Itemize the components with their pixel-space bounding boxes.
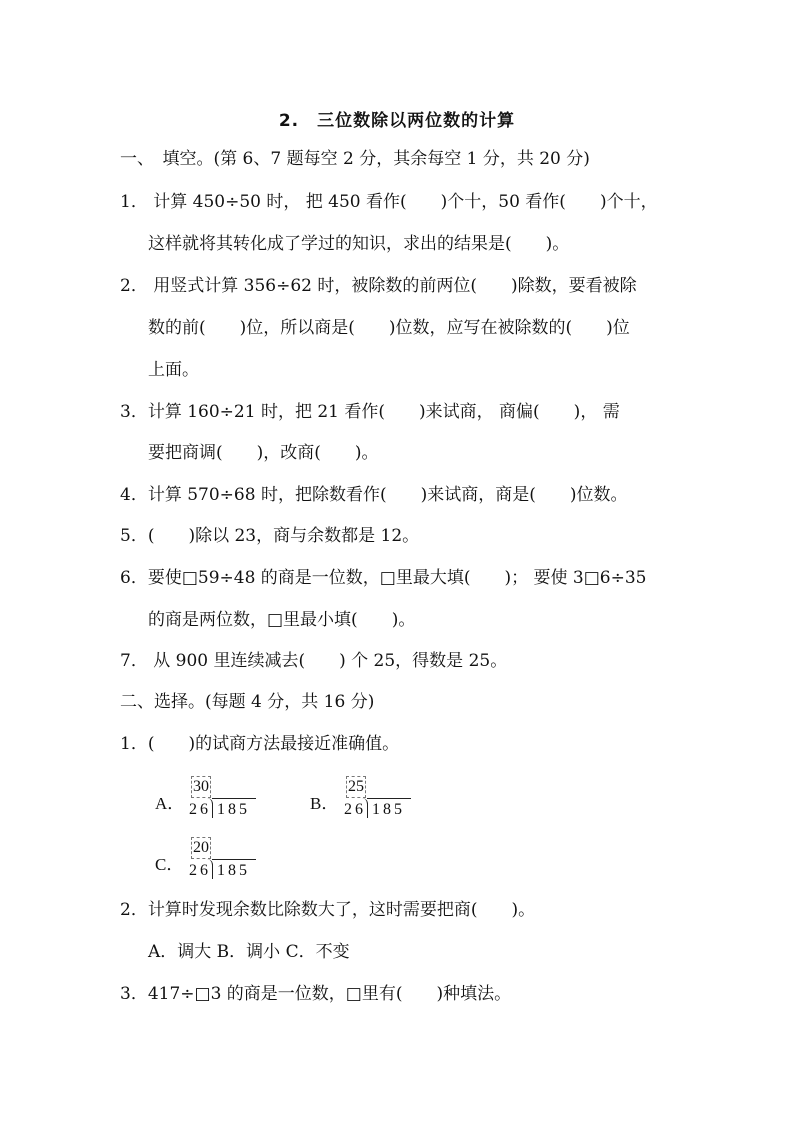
- question-6-line-2: 的商是两位数，□里最小填( )。: [148, 610, 416, 630]
- option-c-quotient: 20: [191, 837, 211, 859]
- option-b-label: B．: [310, 794, 339, 813]
- section2-heading: 二、选择。(每题 4 分，共 16 分): [120, 692, 375, 712]
- option-c-label: C．: [155, 855, 184, 874]
- option-b-division-bar: [367, 798, 411, 799]
- question-5-line: 5．( )除以 23，商与余数都是 12。: [120, 526, 420, 546]
- question-2-line-2: 数的前( )位，所以商是( )位数，应写在被除数的( )位: [148, 318, 630, 338]
- option-b-dividend: 185: [372, 801, 405, 818]
- option-a-label: A．: [155, 794, 185, 813]
- question-1-line-1: 1． 计算 450÷50 时， 把 450 看作( )个十，50 看作( )个十，: [120, 192, 658, 212]
- option-c-dividend: 185: [217, 862, 250, 879]
- question-1-line-2: 这样就将其转化成了学过的知识，求出的结果是( )。: [148, 234, 570, 254]
- option-a-long-division: [155, 776, 275, 824]
- choice-question-1: 1．( )的试商方法最接近准确值。: [120, 734, 400, 754]
- question-6-line-1: 6．要使□59÷48 的商是一位数，□里最大填( )； 要使 3□6÷35: [120, 568, 647, 588]
- choice-question-2: 2．计算时发现余数比除数大了，这时需要把商( )。: [120, 900, 536, 920]
- option-a-divisor: 26: [189, 801, 211, 818]
- option-a-division-bar: [212, 798, 256, 799]
- worksheet-title: 2. 三位数除以两位数的计算: [278, 111, 516, 131]
- question-7-line: 7． 从 900 里连续减去( ) 个 25，得数是 25。: [120, 651, 508, 671]
- section1-heading: 一、 填空。(第 6、7 题每空 2 分，其余每空 1 分，共 20 分): [120, 149, 590, 169]
- choice-question-3: 3．417÷□3 的商是一位数，□里有( )种填法。: [120, 984, 512, 1004]
- option-c-long-division: [155, 837, 275, 885]
- option-c-division-bracket: [207, 859, 213, 879]
- option-b-division-bracket: [362, 798, 368, 818]
- option-c-division-bar: [212, 859, 256, 860]
- question-3-line-2: 要把商调( )，改商( )。: [148, 443, 379, 463]
- option-a-quotient: 30: [191, 776, 211, 798]
- question-2-line-3: 上面。: [148, 360, 199, 380]
- question-4-line: 4．计算 570÷68 时，把除数看作( )来试商，商是( )位数。: [120, 485, 628, 505]
- option-b-long-division: [310, 776, 430, 824]
- option-a-division-bracket: [207, 798, 213, 818]
- question-2-line-1: 2． 用竖式计算 356÷62 时，被除数的前两位( )除数，要看被除: [120, 276, 637, 296]
- option-a-dividend: 185: [217, 801, 250, 818]
- question-3-line-1: 3．计算 160÷21 时，把 21 看作( )来试商， 商偏( )， 需: [120, 402, 620, 422]
- option-c-divisor: 26: [189, 862, 211, 879]
- option-b-divisor: 26: [344, 801, 366, 818]
- option-b-quotient: 25: [346, 776, 366, 798]
- choice-question-2-options: A．调大 B．调小 C．不变: [148, 942, 350, 962]
